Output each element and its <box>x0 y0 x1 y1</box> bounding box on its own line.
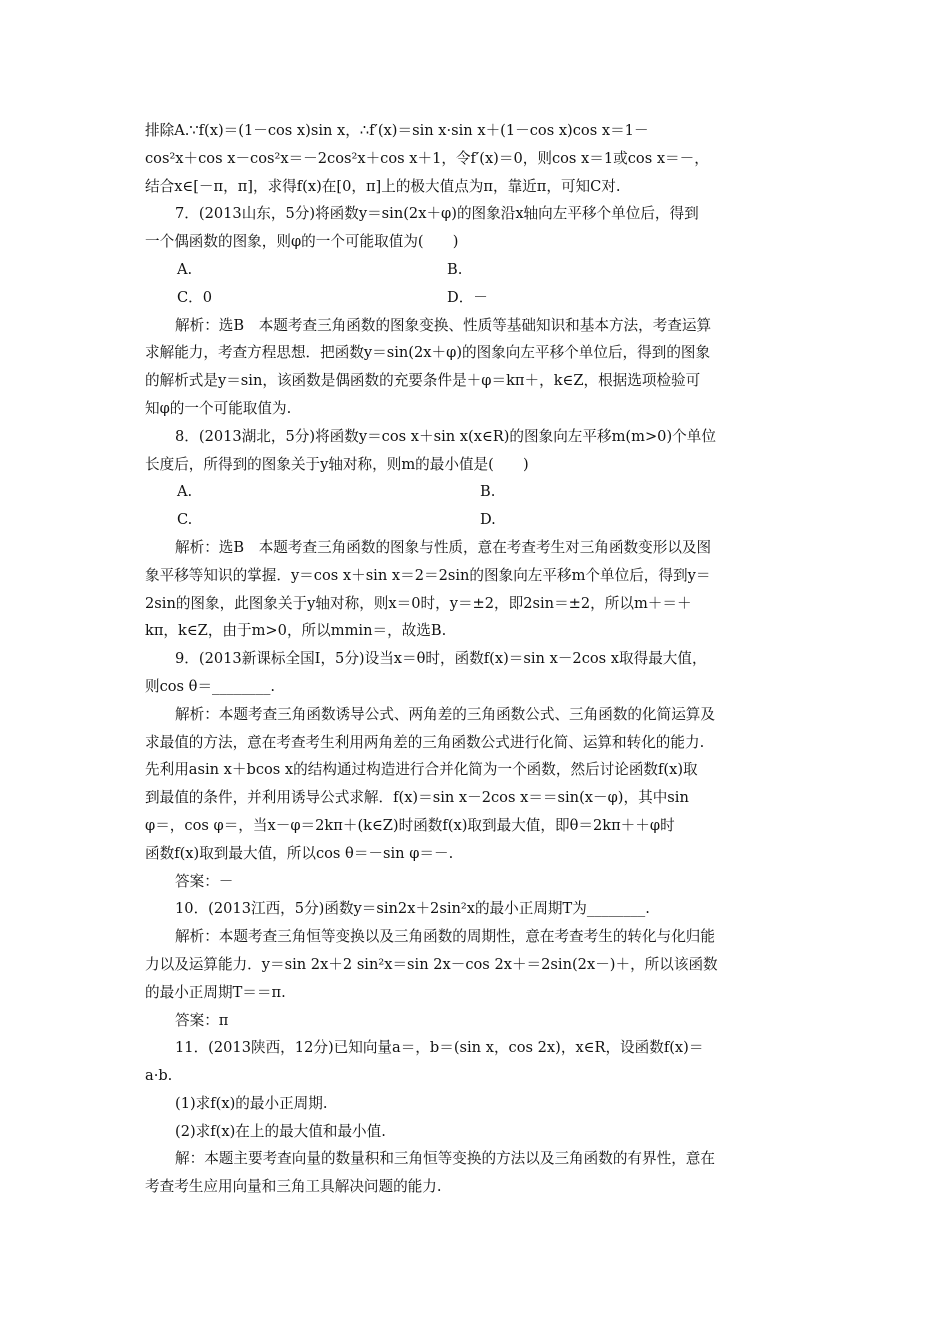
text-line: 排除A.∵f(x)＝(1－cos x)sin x，∴f′(x)＝sin x·sin x＋(1－cos x)cos x＝1－ <box>145 122 649 139</box>
question-9-stem: 9．(2013新课标全国Ⅰ，5分)设当x＝θ时，函数f(x)＝sin x－2cos x取得最大值， <box>175 650 707 668</box>
question-11-part-2: (2)求f(x)在上的最大值和最小值. <box>175 1122 386 1140</box>
text-line: 考查考生应用向量和三角工具解决问题的能力. <box>145 1178 442 1196</box>
question-9-analysis: 解析：本题考查三角函数诱导公式、两角差的三角函数公式、三角函数的化简运算及 <box>175 705 715 723</box>
question-11-part-1: (1)求f(x)的最小正周期. <box>175 1094 328 1112</box>
text-line: 先利用asin x＋bcos x的结构通过构造进行合并化简为一个函数，然后讨论函数f(x)取 <box>145 761 698 779</box>
question-7-analysis: 解析：选B 本题考查三角函数的图象变换、性质等基础知识和基本方法，考查运算 <box>175 316 712 334</box>
question-8-options-row-1 <box>145 478 810 506</box>
text-line: 结合x∈[－π，π]，求得f(x)在[0，π]上的极大值点为π，靠近π，可知C对. <box>145 177 621 195</box>
question-10-answer: 答案：π <box>175 1011 229 1029</box>
text-line: 的最小正周期T＝＝π. <box>145 983 286 1001</box>
text-line: 象平移等知识的掌握．y＝cos x＋sin x＝2＝2sin的图象向左平移m个单位后，得到y＝ <box>145 566 711 584</box>
text-line: cos²x＋cos x－cos²x＝－2cos²x＋cos x＋1，令f′(x)＝0，则cos x＝1或cos x＝－， <box>145 149 709 167</box>
document-body <box>145 117 810 1201</box>
option-d: D. <box>480 511 496 529</box>
text-line: 的解析式是y＝sin，该函数是偶函数的充要条件是＋φ＝kπ＋，k∈Z，根据选项检验可 <box>145 372 701 390</box>
option-b: B. <box>480 483 496 501</box>
option-d: D．－ <box>447 288 488 306</box>
text-line: 2sin的图象，此图象关于y轴对称，则x＝0时，y＝±2，即2sin＝±2，所以m＋＝＋ <box>145 594 692 612</box>
question-7-options-row-1 <box>145 256 810 284</box>
text-line: 一个偶函数的图象，则φ的一个可能取值为( ) <box>145 233 459 251</box>
text-line: a·b. <box>145 1067 173 1085</box>
question-8-analysis: 解析：选B 本题考查三角函数的图象与性质，意在考查考生对三角函数变形以及图 <box>175 538 712 556</box>
option-a: A. <box>177 260 193 278</box>
text-line: kπ，k∈Z，由于m>0，所以mmin＝，故选B. <box>145 622 447 640</box>
text-line: 求最值的方法，意在考查考生利用两角差的三角函数公式进行化简、运算和转化的能力. <box>145 733 705 751</box>
text-line: 函数f(x)取到最大值，所以cos θ＝－sin φ＝－. <box>145 844 454 862</box>
question-11-solution: 解：本题主要考查向量的数量积和三角恒等变换的方法以及三角函数的有界性，意在 <box>175 1150 715 1168</box>
question-7-options-row-2 <box>145 284 810 312</box>
text-line: 到最值的条件，并利用诱导公式求解．f(x)＝sin x－2cos x＝＝sin(x－φ)，其中sin <box>145 789 689 807</box>
question-8-stem: 8．(2013湖北，5分)将函数y＝cos x＋sin x(x∈R)的图象向左平移m(m>0)个单位 <box>175 427 716 445</box>
text-line: 力以及运算能力．y＝sin 2x＋2 sin²x＝sin 2x－cos 2x＋＝2sin(2x－)＋，所以该函数 <box>145 955 718 973</box>
question-9-answer: 答案：－ <box>175 872 234 890</box>
question-8-options-row-2 <box>145 506 810 534</box>
option-c: C. <box>177 511 193 529</box>
question-11-stem: 11．(2013陕西，12分)已知向量a＝，b＝(sin x，cos 2x)，x∈R，设函数f(x)＝ <box>175 1039 704 1057</box>
option-c: C．0 <box>177 288 213 306</box>
question-10-analysis: 解析：本题考查三角恒等变换以及三角函数的周期性，意在考查考生的转化与化归能 <box>175 928 715 946</box>
text-line: 则cos θ＝________. <box>145 677 276 695</box>
text-line: φ＝，cos φ＝，当x－φ＝2kπ＋(k∈Z)时函数f(x)取到最大值，即θ＝2kπ＋＋φ时 <box>145 816 675 834</box>
question-10-stem: 10．(2013江西，5分)函数y＝sin2x＋2sin²x的最小正周期T为________. <box>175 900 650 918</box>
text-line: 求解能力，考查方程思想．把函数y＝sin(2x＋φ)的图象向左平移个单位后，得到的图象 <box>145 344 711 362</box>
text-line: 长度后，所得到的图象关于y轴对称，则m的最小值是( ) <box>145 455 529 473</box>
option-a: A. <box>177 483 193 501</box>
question-7-stem: 7．(2013山东，5分)将函数y＝sin(2x＋φ)的图象沿x轴向左平移个单位后，得到 <box>175 205 699 223</box>
option-b: B. <box>447 260 463 278</box>
text-line: 知φ的一个可能取值为. <box>145 399 292 417</box>
